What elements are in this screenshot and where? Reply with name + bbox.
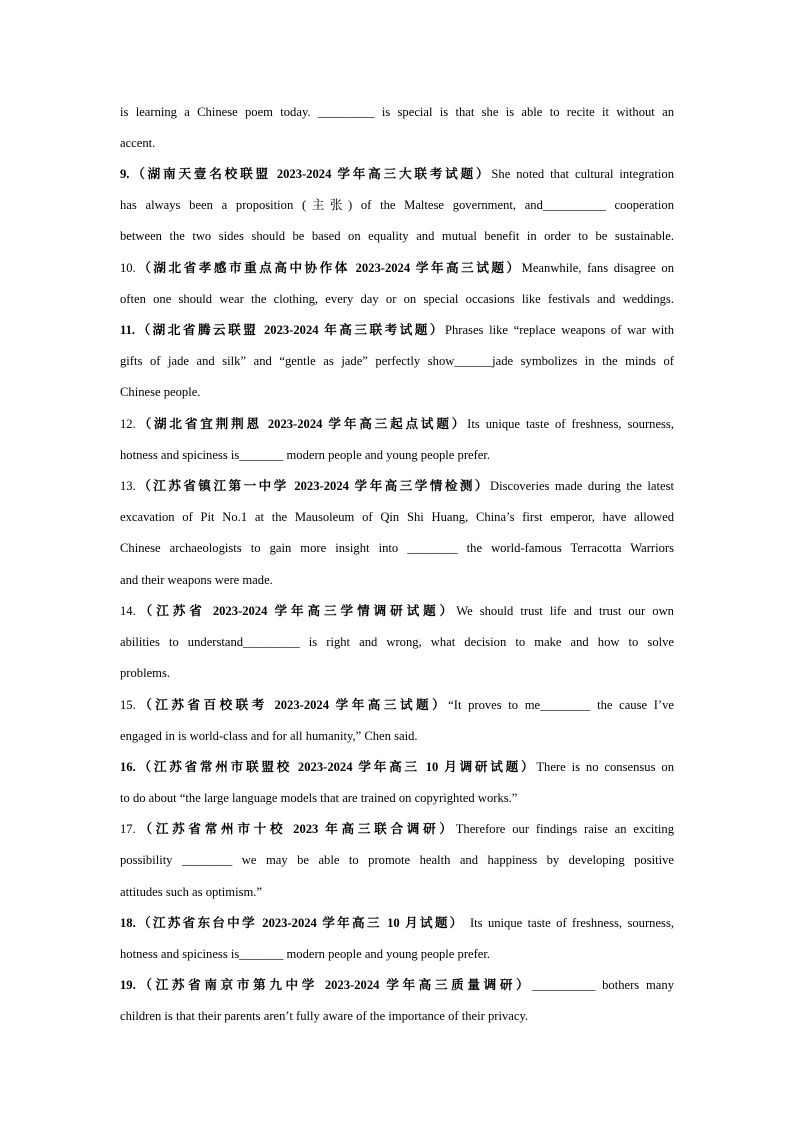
- question-source: （江苏省东台中学 2023-2024 学年高三 10 月试题）: [135, 916, 465, 930]
- text-line: between the two sides should be based on equality and mutual benefit in order to be sustainable.: [120, 229, 674, 243]
- question-13: 13.（江苏省镇江第一中学 2023-2024 学年高三学情检测）Discoveries made during the latest: [120, 479, 674, 493]
- question-number: 9.: [120, 167, 130, 181]
- question-source: （江苏省常州市十校 2023 年高三联合调研）: [135, 822, 456, 836]
- question-14: 14.（江苏省 2023-2024 学年高三学情调研试题）We should trust life and trust our own: [120, 604, 674, 618]
- question-number: 18.: [120, 916, 136, 930]
- text-line: Chinese archaeologists to gain more insight into ________ the world-famous Terracotta Warriors: [120, 541, 674, 555]
- question-source: （湖北省宜荆荆恩 2023-2024 学年高三起点试题）: [135, 417, 468, 431]
- text-line: problems.: [120, 666, 171, 680]
- question-18: 18.（江苏省东台中学 2023-2024 学年高三 10 月试题） Its unique taste of freshness, sourness,: [120, 916, 674, 930]
- text-line: possibility ________ we may be able to promote health and happiness by developing positive: [120, 853, 674, 867]
- question-number: 17.: [120, 822, 136, 836]
- question-number: 19.: [120, 978, 136, 992]
- question-source: （湖南天壹名校联盟 2023-2024 学年高三大联考试题）: [129, 167, 492, 181]
- question-12: 12.（湖北省宜荆荆恩 2023-2024 学年高三起点试题）Its unique taste of freshness, sourness,: [120, 417, 674, 431]
- text-line: has always been a proposition (主张) of the Maltese government, and__________ cooperation: [120, 198, 674, 212]
- text-line: engaged in is world-class and for all humanity,” Chen said.: [120, 729, 418, 743]
- question-15: 15.（江苏省百校联考 2023-2024 学年高三试题）“It proves to me________ the cause I’ve: [120, 698, 674, 712]
- question-number: 14.: [120, 604, 136, 618]
- question-source: （江苏省常州市联盟校 2023-2024 学年高三 10 月调研试题）: [135, 760, 537, 774]
- text-line: excavation of Pit No.1 at the Mausoleum of Qin Shi Huang, China’s first emperor, have allowed: [120, 510, 674, 524]
- text-line: often one should wear the clothing, every day or on special occasions like festivals and weddings.: [120, 292, 674, 306]
- question-19: 19.（江苏省南京市第九中学 2023-2024 学年高三质量调研）__________ bothers many: [120, 978, 674, 992]
- question-number: 11.: [120, 323, 136, 337]
- question-number: 10.: [120, 261, 136, 275]
- text-line: to do about “the large language models that are trained on copyrighted works.”: [120, 791, 518, 805]
- question-source: （湖北省孝感市重点高中协作体 2023-2024 学年高三试题）: [135, 261, 522, 275]
- question-9: 9.（湖南天壹名校联盟 2023-2024 学年高三大联考试题）She noted that cultural integration: [120, 167, 674, 181]
- question-10: 10.（湖北省孝感市重点高中协作体 2023-2024 学年高三试题）Meanwhile, fans disagree on: [120, 261, 674, 275]
- question-number: 16.: [120, 760, 136, 774]
- question-number: 13.: [120, 479, 136, 493]
- question-11: 11.（湖北省腾云联盟 2023-2024 年高三联考试题）Phrases like “replace weapons of war with: [120, 323, 674, 337]
- text-line: accent.: [120, 136, 156, 150]
- question-source: （江苏省南京市第九中学 2023-2024 学年高三质量调研）: [135, 978, 533, 992]
- question-source: （江苏省百校联考 2023-2024 学年高三试题）: [135, 698, 449, 712]
- text-line: attitudes such as optimism.”: [120, 885, 263, 899]
- question-source: （湖北省腾云联盟 2023-2024 年高三联考试题）: [135, 323, 445, 337]
- question-17: 17.（江苏省常州市十校 2023 年高三联合调研）Therefore our findings raise an exciting: [120, 822, 674, 836]
- text-line: hotness and spiciness is_______ modern people and young people prefer.: [120, 448, 491, 462]
- question-16: 16.（江苏省常州市联盟校 2023-2024 学年高三 10 月调研试题）There is no consensus on: [120, 760, 674, 774]
- text-line: and their weapons were made.: [120, 573, 273, 587]
- text-line: gifts of jade and silk” and “gentle as jade” perfectly show______jade symbolizes in the minds of: [120, 354, 674, 368]
- text-line: is learning a Chinese poem today. _________ is special is that she is able to recite it without an: [120, 105, 674, 119]
- text-line: hotness and spiciness is_______ modern people and young people prefer.: [120, 947, 491, 961]
- text-line: Chinese people.: [120, 385, 201, 399]
- question-number: 12.: [120, 417, 136, 431]
- question-source: （江苏省 2023-2024 学年高三学情调研试题）: [135, 604, 457, 618]
- text-line: children is that their parents aren’t fully aware of the importance of their privacy.: [120, 1009, 529, 1023]
- question-number: 15.: [120, 698, 136, 712]
- question-source: （江苏省镇江第一中学 2023-2024 学年高三学情检测）: [135, 479, 490, 493]
- text-line: abilities to understand_________ is right and wrong, what decision to make and how to solve: [120, 635, 674, 649]
